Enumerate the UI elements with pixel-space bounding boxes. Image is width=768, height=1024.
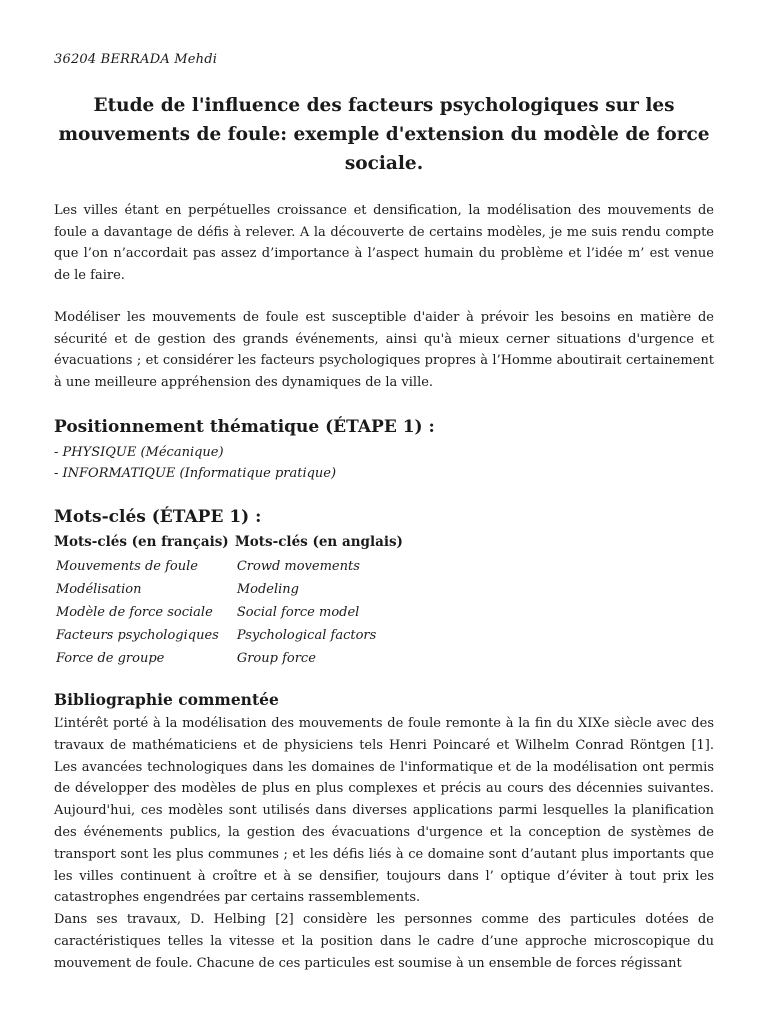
- table-row: [54, 647, 409, 670]
- keyword-en: Psychological factors: [236, 628, 377, 643]
- keyword-en: Crowd movements: [236, 559, 360, 574]
- table-row: [54, 555, 409, 578]
- keyword-fr: Facteurs psychologiques: [56, 628, 219, 643]
- keyword-fr: Modèle de force sociale: [56, 605, 213, 620]
- table-row: [54, 578, 409, 601]
- author-line: 36204 BERRADA Mehdi: [54, 52, 218, 67]
- keyword-fr: Mouvements de foule: [56, 559, 198, 574]
- table-row: [54, 601, 409, 624]
- keyword-fr: Force de groupe: [56, 651, 165, 666]
- keyword-en: Modeling: [236, 582, 299, 597]
- intro-paragraph-2: Modéliser les mouvements de foule est susceptible d'aider à prévoir les besoins en matière de sécurité et de gestion des grands événements, ainsi qu'à mieux cerner situations d'urgence et évacuations ; et considérer les facteurs psychologiques propres à l’Homme aboutirait certainement à une meilleure appréhension des dynamiques de la ville.: [54, 310, 714, 390]
- positioning-item: - PHYSIQUE (Mécanique): [54, 445, 224, 460]
- bibliography-paragraph-1: L’intérêt porté à la modélisation des mouvements de foule remonte à la fin du XIXe siècle avec des travaux de mathématiciens et de physiciens tels Henri Poincaré et Wilhelm Conrad Röntgen [1]. Les avancées technologiques dans les domaines de l'informatique et de la modélisation ont permis de développer des modèles de plus en plus complexes et précis au cours des décennies suivantes. Aujourd'hui, ces modèles sont utilisés dans diverses applications parmi lesquelles la planification des événements publics, la gestion des évacuations d'urgence et la conception de systèmes de transport sont les plus communes ; et les défis liés à ce domaine sont d’autant plus importants que les villes continuent à croître et à se densifier, toujours dans l’ optique d’éviter à tout prix les catastrophes engendrées par certains rassemblements.: [54, 716, 714, 906]
- keywords-column-fr: Mots-clés (en français): [54, 534, 229, 550]
- keyword-en: Group force: [236, 651, 316, 666]
- keywords-header-row: [54, 532, 409, 555]
- keyword-en: Social force model: [236, 605, 360, 620]
- keyword-fr: Modélisation: [56, 582, 142, 597]
- keywords-table: [54, 532, 409, 670]
- positioning-list: [54, 442, 714, 484]
- bibliography-heading: Bibliographie commentée: [54, 690, 279, 709]
- positioning-heading: Positionnement thématique (ÉTAPE 1) :: [54, 417, 435, 437]
- keywords-heading: Mots-clés (ÉTAPE 1) :: [54, 507, 262, 527]
- table-row: [54, 624, 409, 647]
- positioning-item: - INFORMATIQUE (Informatique pratique): [54, 466, 337, 481]
- intro-paragraph-1: Les villes étant en perpétuelles croissance et densification, la modélisation des mouvements de foule a davantage de défis à relever. A la découverte de certains modèles, je me suis rendu compte que l’on n’accordait pas assez d’importance à l’aspect humain du problème et l’idée m’ est venue de le faire.: [54, 203, 714, 283]
- document-title: Etude de l'influence des facteurs psychologiques sur les mouvements de foule: exemple d'extension du modèle de force sociale.: [58, 95, 710, 174]
- bibliography-paragraph-2: Dans ses travaux, D. Helbing [2] considère les personnes comme des particules dotées de caractéristiques telles la vitesse et la position dans le cadre d’une approche microscopique du mouvement de foule. Chacune de ces particules est soumise à un ensemble de forces régissant: [54, 912, 714, 971]
- keywords-column-en: Mots-clés (en anglais): [234, 534, 403, 550]
